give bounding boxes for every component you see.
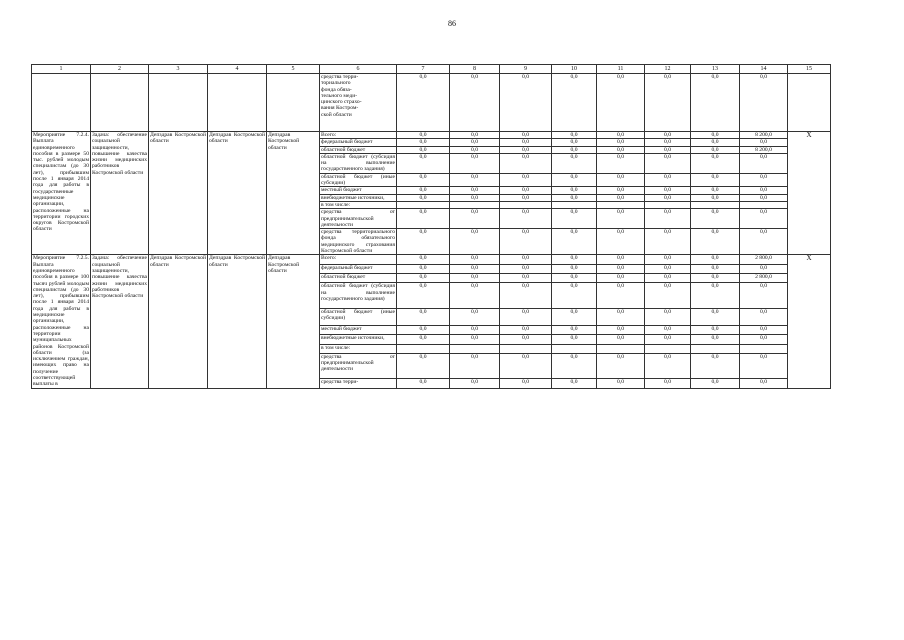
value-cell: 0,0 [552, 139, 597, 146]
value-cell: 0,0 [597, 209, 645, 229]
measure-cell: Мероприятие 7.2.5. Выплата единовременного пособия в размере 100 тысяч рублей молодым специалистам (до 30 лет), прибывшим после 1 января 2014 года для работы в медицинские организации, расположенные на территории муниципальных районов Костромской области (за исключением граждан, имеющих право на получение соответствующей выплаты в [33, 255, 89, 388]
value-cell: 0,0 [397, 146, 450, 153]
funding-source: средства от предпринимательской деятельности [320, 353, 397, 378]
value-cell [740, 201, 788, 208]
value-cell: 0,0 [691, 209, 740, 229]
value-cell: 0,0 [450, 325, 500, 334]
value-cell [397, 201, 450, 208]
value-cell: 0,0 [552, 283, 597, 308]
value-cell: 0,0 [740, 353, 788, 378]
header-cell: 6 [320, 65, 397, 74]
value-cell: 0,0 [552, 379, 597, 388]
value-cell: 0,0 [500, 353, 552, 378]
value-cell: 0,0 [740, 194, 788, 201]
value-cell: 0,0 [397, 229, 450, 255]
value-cell: 0,0 [500, 283, 552, 308]
header-cell: 11 [597, 65, 645, 74]
value-cell: 0,0 [645, 194, 691, 201]
executor-cell: Депздрав Костромской области [208, 132, 267, 255]
value-cell: 0,0 [597, 173, 645, 187]
value-cell: 0,0 [397, 308, 450, 325]
value-cell: 0,0 [597, 379, 645, 388]
value-cell [500, 201, 552, 208]
value-cell: 0,0 [397, 132, 450, 139]
value-cell: 0,0 [500, 173, 552, 187]
value-cell: 0,0 [450, 273, 500, 282]
funding-source: федеральный бюджет [320, 264, 397, 273]
value-cell: 0,0 [450, 146, 500, 153]
empty-cell [91, 74, 149, 132]
value-cell: 0,0 [500, 187, 552, 194]
executor-cell: Депздрав Костромской области [208, 255, 267, 388]
value-cell: 0,0 [597, 187, 645, 194]
value-cell: 0,0 [552, 153, 597, 173]
value-cell [397, 344, 450, 353]
value-cell: 0,0 [500, 146, 552, 153]
value-cell: 0,0 [397, 325, 450, 334]
value-cell: 0,0 [552, 264, 597, 273]
funding-source: внебюджетные источники, [320, 194, 397, 201]
funding-source: внебюджетные источники, [320, 335, 397, 344]
value-cell: 0,0 [740, 325, 788, 334]
value-cell: 2 800,0 [740, 273, 788, 282]
value-cell: 0,0 [450, 264, 500, 273]
value-cell: 0,0 [597, 335, 645, 344]
value-cell: 0,0 [397, 209, 450, 229]
value-cell: 0,0 [740, 308, 788, 325]
value-cell: 0,0 [691, 273, 740, 282]
value-cell: 0,0 [500, 325, 552, 334]
value-cell: 0,0 [552, 273, 597, 282]
value-cell: 0,0 [397, 335, 450, 344]
value-cell: 0,0 [691, 255, 740, 264]
empty-cell [267, 74, 320, 132]
header-cell: 15 [788, 65, 831, 74]
task-cell: Задача: обеспечение социальной защищенности, повышение качества жизни медицинских работников Костромской области [91, 132, 149, 255]
indicator-x: Х [788, 132, 831, 255]
value-cell: 0,0 [552, 194, 597, 201]
value-cell: 0,0 [740, 283, 788, 308]
funding-source: областной бюджет [320, 273, 397, 282]
funding-source: в том числе: [320, 201, 397, 208]
value-cell: 0,0 [597, 229, 645, 255]
value-cell: 0,0 [645, 353, 691, 378]
empty-cell [208, 74, 267, 132]
value-cell: 0,0 [645, 139, 691, 146]
value-cell [450, 201, 500, 208]
value-cell: 0,0 [740, 264, 788, 273]
value-cell: 8 200,0 [740, 132, 788, 139]
value-cell: 0,0 [645, 209, 691, 229]
value-cell: 0,0 [552, 325, 597, 334]
funding-source: средства терри- ториального фонда обяза- тельного меди- цинского страхо- вания Костром- ской области [320, 74, 397, 132]
value-cell [552, 344, 597, 353]
value-cell: 0,0 [740, 74, 788, 132]
value-cell: 0,0 [500, 194, 552, 201]
value-cell: 0,0 [597, 325, 645, 334]
value-cell: 0,0 [597, 139, 645, 146]
funding-source: средства терри- [320, 379, 397, 388]
value-cell: 0,0 [645, 283, 691, 308]
value-cell: 0,0 [740, 229, 788, 255]
value-cell: 0,0 [552, 173, 597, 187]
header-cell: 10 [552, 65, 597, 74]
header-cell: 2 [91, 65, 149, 74]
value-cell: 8 200,0 [740, 146, 788, 153]
value-cell: 0,0 [645, 379, 691, 388]
value-cell: 0,0 [450, 187, 500, 194]
value-cell: 0,0 [691, 132, 740, 139]
value-cell: 0,0 [552, 308, 597, 325]
value-cell: 0,0 [645, 153, 691, 173]
value-cell: 0,0 [500, 209, 552, 229]
funding-source: средства от предпринимательской деятельности [321, 209, 395, 228]
value-cell: 0,0 [645, 74, 691, 132]
funding-source: областной бюджет (субсидия на выполнение государственного задания) [321, 153, 395, 173]
value-cell: 0,0 [691, 229, 740, 255]
value-cell: 0,0 [500, 255, 552, 264]
measure-cell: Мероприятие 7.2.4. Выплата единовременного пособия в размере 50 тыс. рублей молодым специалистам (до 30 лет), прибывшим после 1 января 2014 года для работы в государственные медицинские организации, расположенные на территории городских округов Костромской области [32, 132, 91, 255]
value-cell: 0,0 [500, 132, 552, 139]
value-cell: 0,0 [645, 173, 691, 187]
value-cell: 0,0 [691, 187, 740, 194]
coexecutor-cell: Депздрав Костромской области [149, 132, 208, 255]
value-cell: 0,0 [740, 173, 788, 187]
value-cell: 0,0 [645, 146, 691, 153]
header-cell: 8 [450, 65, 500, 74]
value-cell: 0,0 [450, 139, 500, 146]
value-cell: 0,0 [552, 353, 597, 378]
value-cell: 0,0 [552, 132, 597, 139]
value-cell: 0,0 [397, 173, 450, 187]
page-number: 86 [448, 19, 456, 28]
value-cell: 0,0 [691, 194, 740, 201]
value-cell: 0,0 [450, 132, 500, 139]
value-cell: 0,0 [645, 187, 691, 194]
value-cell: 0,0 [645, 335, 691, 344]
value-cell: 0,0 [740, 153, 788, 173]
indicator-x: Х [788, 255, 831, 388]
value-cell: 0,0 [597, 74, 645, 132]
value-cell: 0,0 [552, 187, 597, 194]
continuation-row [32, 74, 831, 132]
value-cell: 0,0 [691, 74, 740, 132]
value-cell [597, 344, 645, 353]
value-cell: 0,0 [397, 194, 450, 201]
value-cell: 0,0 [450, 308, 500, 325]
value-cell [740, 344, 788, 353]
funding-source: местный бюджет [320, 187, 397, 194]
value-cell: 0,0 [691, 264, 740, 273]
value-cell: 0,0 [597, 264, 645, 273]
value-cell: 0,0 [691, 379, 740, 388]
funding-source: Всего: [320, 255, 397, 264]
value-cell: 0,0 [597, 153, 645, 173]
value-cell: 0,0 [397, 353, 450, 378]
value-cell: 0,0 [450, 379, 500, 388]
header-cell: 13 [691, 65, 740, 74]
value-cell: 0,0 [552, 146, 597, 153]
value-cell: 0,0 [645, 264, 691, 273]
value-cell: 0,0 [691, 146, 740, 153]
funding-source: средства территориального фонда обязательного медицинского страхования Костромской области [321, 229, 395, 255]
value-cell: 0,0 [597, 353, 645, 378]
value-cell: 0,0 [597, 146, 645, 153]
value-cell: 0,0 [450, 153, 500, 173]
funding-source: областной бюджет (иные субсидии) [321, 173, 395, 187]
value-cell: 0,0 [397, 187, 450, 194]
value-cell: 0,0 [397, 379, 450, 388]
value-cell: 0,0 [397, 273, 450, 282]
value-cell [645, 201, 691, 208]
value-cell: 0,0 [691, 353, 740, 378]
task-cell: Задача: обеспечение социальной защищенности, повышение качества жизни медицинских работников Костромской области [91, 255, 149, 388]
empty-cell [788, 74, 831, 132]
value-cell: 0,0 [740, 139, 788, 146]
value-cell [500, 344, 552, 353]
empty-cell [149, 74, 208, 132]
value-cell: 0,0 [691, 335, 740, 344]
value-cell: 0,0 [450, 74, 500, 132]
value-cell: 0,0 [597, 273, 645, 282]
header-row [32, 65, 831, 74]
value-cell: 0,0 [500, 308, 552, 325]
value-cell: 0,0 [645, 132, 691, 139]
grbs-cell: Депздрав Костромской области [267, 255, 320, 388]
value-cell: 0,0 [552, 209, 597, 229]
header-cell: 4 [208, 65, 267, 74]
value-cell: 0,0 [450, 209, 500, 229]
value-cell: 0,0 [397, 139, 450, 146]
value-cell: 0,0 [500, 229, 552, 255]
value-cell: 0,0 [552, 255, 597, 264]
header-cell: 9 [500, 65, 552, 74]
value-cell [691, 201, 740, 208]
value-cell: 0,0 [552, 74, 597, 132]
value-cell: 0,0 [597, 255, 645, 264]
value-cell: 0,0 [500, 273, 552, 282]
value-cell: 0,0 [740, 187, 788, 194]
value-cell: 0,0 [397, 283, 450, 308]
header-cell: 7 [397, 65, 450, 74]
value-cell: 0,0 [500, 335, 552, 344]
grbs-cell: Депздрав Костромской области [267, 132, 320, 255]
value-cell: 0,0 [500, 379, 552, 388]
value-cell: 0,0 [645, 255, 691, 264]
value-cell: 0,0 [645, 325, 691, 334]
value-cell: 0,0 [450, 283, 500, 308]
funding-source: областной бюджет [320, 146, 397, 153]
value-cell: 0,0 [552, 335, 597, 344]
value-cell: 0,0 [450, 194, 500, 201]
funding-source: Всего: [320, 132, 397, 139]
value-cell: 0,0 [691, 139, 740, 146]
value-cell: 0,0 [500, 74, 552, 132]
value-cell: 0,0 [552, 229, 597, 255]
value-cell: 0,0 [450, 255, 500, 264]
funding-source: в том числе: [320, 344, 397, 353]
value-cell: 0,0 [645, 229, 691, 255]
value-cell: 0,0 [450, 229, 500, 255]
value-cell: 2 800,0 [740, 255, 788, 264]
value-cell: 0,0 [740, 335, 788, 344]
value-cell: 0,0 [597, 283, 645, 308]
value-cell: 0,0 [691, 153, 740, 173]
header-cell: 12 [645, 65, 691, 74]
header-cell: 14 [740, 65, 788, 74]
funding-row [32, 255, 831, 264]
value-cell: 0,0 [397, 153, 450, 173]
header-cell: 5 [267, 65, 320, 74]
funding-source: областной бюджет (субсидия на выполнение государственного задания) [320, 283, 397, 308]
value-cell [645, 344, 691, 353]
value-cell: 0,0 [691, 173, 740, 187]
value-cell: 0,0 [691, 283, 740, 308]
value-cell: 0,0 [500, 264, 552, 273]
value-cell: 0,0 [397, 264, 450, 273]
value-cell: 0,0 [450, 173, 500, 187]
value-cell: 0,0 [691, 308, 740, 325]
value-cell: 0,0 [500, 139, 552, 146]
header-cell: 3 [149, 65, 208, 74]
value-cell: 0,0 [740, 209, 788, 229]
value-cell [450, 344, 500, 353]
funding-source: федеральный бюджет [320, 139, 397, 146]
funding-source: местный бюджет [320, 325, 397, 334]
value-cell [691, 344, 740, 353]
value-cell: 0,0 [450, 335, 500, 344]
value-cell [552, 201, 597, 208]
funding-source: областной бюджет (иные субсидии) [320, 308, 397, 325]
value-cell: 0,0 [691, 325, 740, 334]
program-table [31, 64, 831, 389]
value-cell: 0,0 [597, 308, 645, 325]
value-cell: 0,0 [645, 273, 691, 282]
value-cell: 0,0 [397, 74, 450, 132]
value-cell: 0,0 [450, 353, 500, 378]
funding-row [32, 132, 831, 139]
value-cell: 0,0 [397, 255, 450, 264]
empty-cell [32, 74, 91, 132]
value-cell: 0,0 [500, 153, 552, 173]
value-cell: 0,0 [597, 194, 645, 201]
value-cell: 0,0 [597, 132, 645, 139]
value-cell: 0,0 [740, 379, 788, 388]
coexecutor-cell: Депздрав Костромской области [149, 255, 208, 388]
value-cell [597, 201, 645, 208]
value-cell: 0,0 [645, 308, 691, 325]
header-cell: 1 [32, 65, 91, 74]
